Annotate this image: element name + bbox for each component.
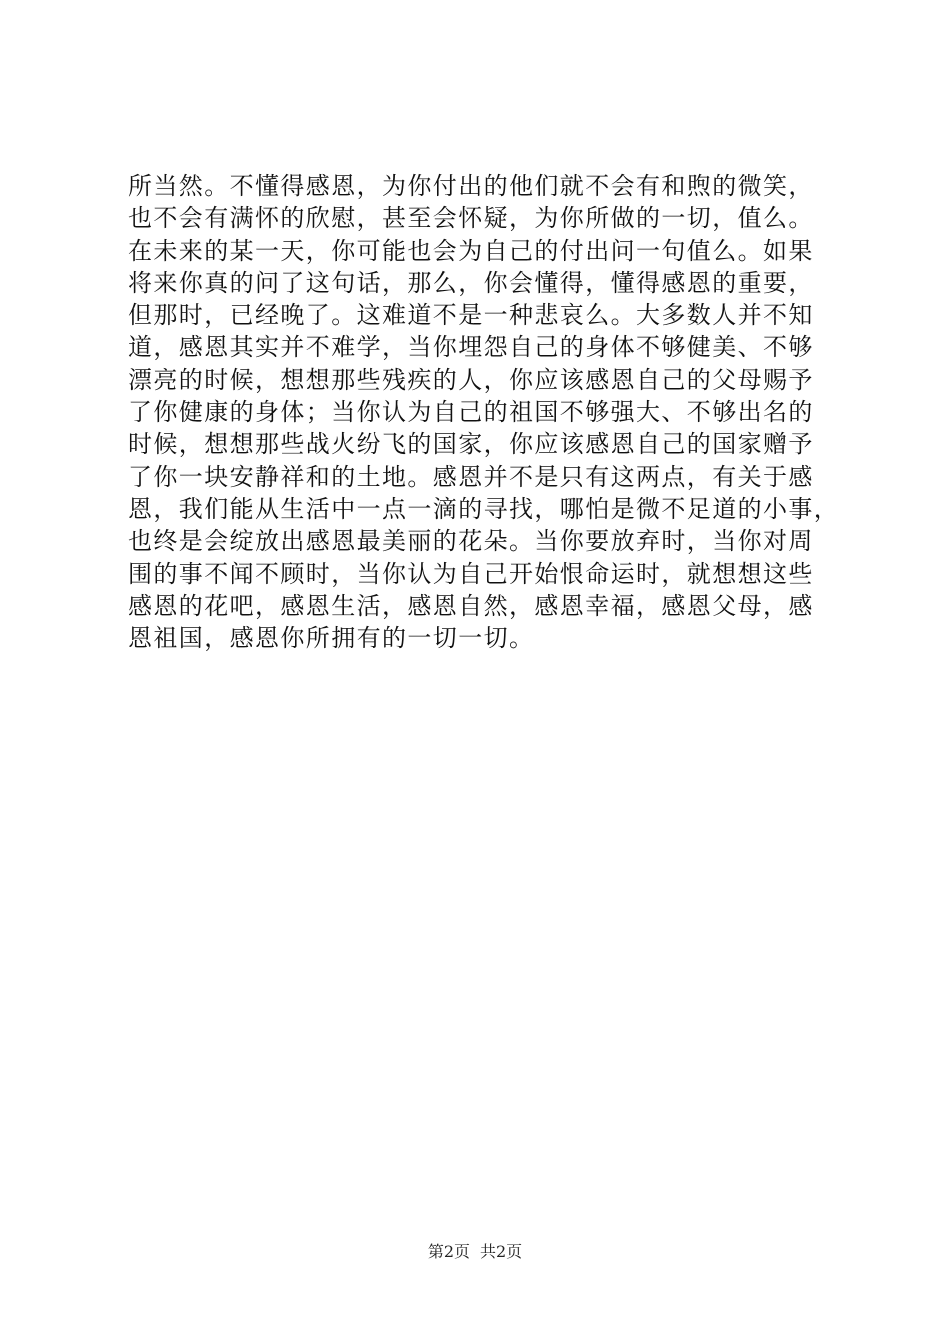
- text-line: 时候，想想那些战火纷飞的国家，你应该感恩自己的国家赠予: [128, 430, 814, 459]
- text-line: 了你健康的身体；当你认为自己的祖国不够强大、不够出名的: [128, 398, 814, 427]
- text-line: 围的事不闻不顾时，当你认为自己开始恨命运时，就想想这些: [128, 559, 814, 588]
- text-line: 所当然。不懂得感恩，为你付出的他们就不会有和煦的微笑，: [128, 172, 814, 200]
- text-line: 感恩的花吧，感恩生活，感恩自然，感恩幸福，感恩父母，感: [128, 591, 814, 620]
- text-line: 也终是会绽放出感恩最美丽的花朵。当你要放弃时，当你对周: [128, 527, 814, 556]
- text-line: 将来你真的问了这句话，那么，你会懂得，懂得感恩的重要，: [128, 268, 814, 297]
- body-paragraph: [128, 170, 848, 654]
- text-line: 漂亮的时候，想想那些残疾的人，你应该感恩自己的父母赐予: [128, 365, 814, 394]
- page-number: 第2页: [427, 1242, 470, 1261]
- text-line: 也不会有满怀的欣慰，甚至会怀疑，为你所做的一切，值么。: [128, 204, 814, 233]
- text-line: 但那时，已经晚了。这难道不是一种悲哀么。大多数人并不知: [128, 301, 814, 330]
- text-line: 在未来的某一天，你可能也会为自己的付出问一句值么。如果: [128, 236, 814, 265]
- text-line: 道，感恩其实并不难学，当你埋怨自己的身体不够健美、不够: [128, 333, 814, 362]
- text-line: 恩，我们能从生活中一点一滴的寻找，哪怕是微不足道的小事，: [128, 494, 840, 523]
- text-line: 恩祖国，感恩你所拥有的一切一切。: [128, 624, 535, 653]
- page-footer: [0, 1242, 950, 1262]
- page-total: 共2页: [480, 1242, 523, 1261]
- text-line: 了你一块安静祥和的土地。感恩并不是只有这两点，有关于感: [128, 462, 814, 491]
